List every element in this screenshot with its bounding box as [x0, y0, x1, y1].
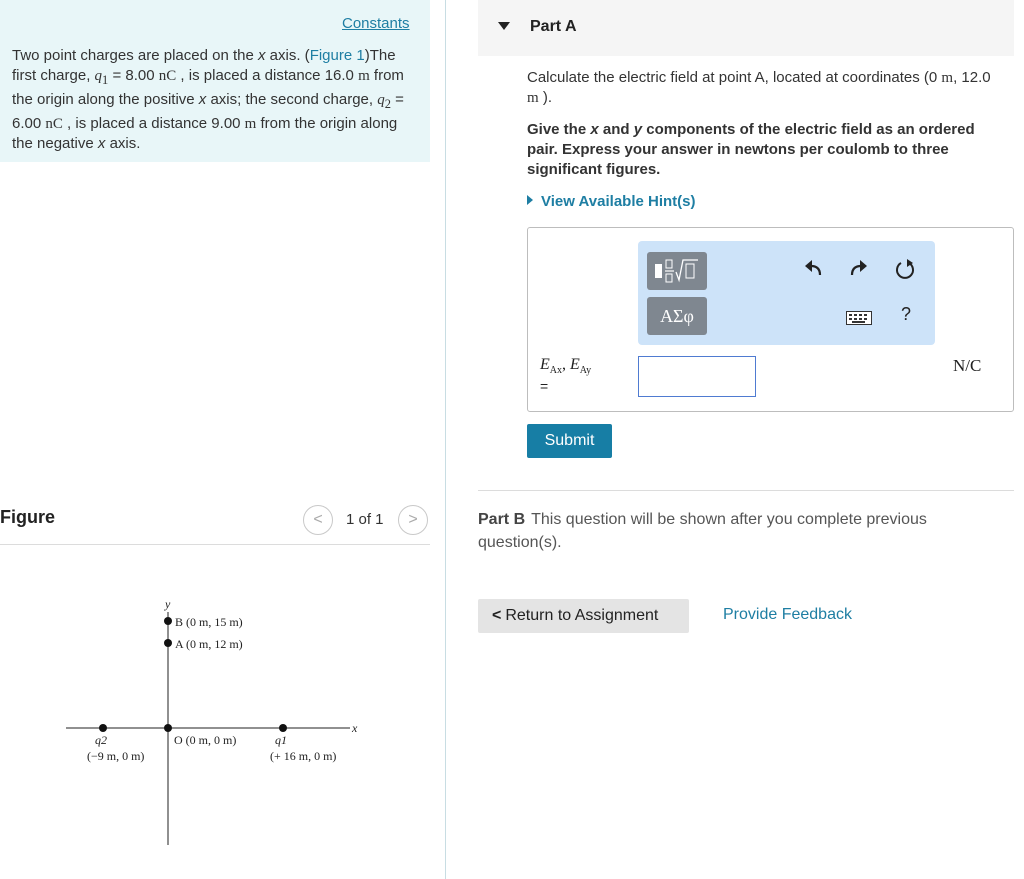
problem-text-part: 16.0	[324, 67, 359, 84]
q2-subscript: 2	[384, 97, 391, 111]
figure-prev-button[interactable]: <	[303, 505, 333, 535]
submit-button[interactable]: Submit	[527, 424, 612, 458]
view-hints-link[interactable]	[527, 193, 696, 210]
equals-sign: =	[540, 378, 549, 394]
keyboard-icon[interactable]	[846, 311, 872, 325]
redo-icon[interactable]	[847, 258, 869, 280]
part-b-notice	[478, 508, 998, 554]
figure-link[interactable]: Figure 1	[309, 47, 365, 64]
fraction-sqrt-template-icon	[647, 252, 707, 290]
problem-text-part: = 6.00	[12, 91, 404, 132]
unit-nc: nC	[158, 68, 177, 84]
q2-coords: (−9 m, 0 m)	[87, 749, 145, 763]
part-a-header[interactable]	[478, 0, 1014, 56]
answer-instruction-part: and	[598, 121, 634, 138]
chevron-left-icon: <	[492, 607, 502, 624]
point-a-dot	[164, 639, 172, 647]
answer-instruction-part: Give the	[527, 121, 591, 138]
problem-text-part: = 8.00	[108, 67, 159, 84]
expand-triangle-icon	[527, 195, 533, 205]
problem-text-part: , is placed a distance	[176, 67, 325, 84]
return-to-assignment-button-label: Return to Assignment	[505, 607, 659, 624]
answer-instruction	[527, 120, 1007, 180]
q2-symbol: q	[377, 92, 385, 108]
point-a-label: A (0 m, 12 m)	[175, 637, 243, 651]
problem-text-part: from the origin along the positive	[12, 67, 404, 108]
q1-label: q1	[275, 733, 287, 747]
figure-diagram	[50, 590, 380, 855]
answer-input[interactable]	[638, 356, 756, 397]
template-button[interactable]	[647, 252, 707, 290]
problem-text-part: , is placed a distance 9.00	[62, 115, 245, 132]
question-text-part: ).	[538, 89, 553, 106]
x-axis-label: x	[352, 721, 358, 735]
problem-text-part: from the origin along the negative	[12, 115, 398, 152]
answer-box	[527, 227, 1014, 412]
origin-label: O (0 m, 0 m)	[174, 733, 237, 747]
question-text-part: m	[941, 70, 954, 86]
answer-unit: N/C	[953, 356, 982, 375]
reset-icon[interactable]	[894, 258, 916, 280]
q1-dot	[279, 724, 287, 732]
problem-text-part: x	[97, 135, 106, 152]
origin-dot	[164, 724, 172, 732]
question-text	[527, 68, 1002, 108]
problem-text-part: )The first charge,	[12, 47, 396, 84]
answer-label-part: E	[540, 356, 550, 373]
unit-nc: nC	[45, 116, 63, 132]
unit-m: m	[244, 116, 257, 132]
figure-next-button[interactable]: >	[398, 505, 428, 535]
undo-icon[interactable]	[803, 258, 825, 280]
q2-dot	[99, 724, 107, 732]
problem-statement-panel	[0, 0, 430, 162]
problem-text-part: axis. (	[265, 47, 310, 64]
q1-symbol: q	[94, 68, 103, 84]
answer-label	[540, 356, 591, 380]
answer-label-part: Ax	[549, 365, 563, 377]
problem-text-part: axis.	[105, 135, 141, 152]
section-divider	[478, 490, 1014, 491]
part-a-title: Part A	[530, 18, 577, 35]
answer-label-part: ,	[562, 356, 571, 373]
point-b-dot	[164, 617, 172, 625]
figure-title: Figure	[0, 507, 56, 527]
figure-header	[0, 503, 430, 545]
question-text-part: , 12.0	[953, 69, 991, 86]
answer-label-part: Ay	[579, 365, 592, 377]
q2-label: q2	[95, 733, 107, 747]
answer-instruction-part: components of the electric field as an ordered pair. Express your answer in newtons per coulomb to three significant figures.	[527, 121, 975, 178]
return-to-assignment-button[interactable]	[478, 599, 689, 633]
problem-text-part: axis; the second charge,	[206, 91, 378, 108]
panel-divider	[445, 0, 446, 879]
greek-symbols-button[interactable]: ΑΣφ	[647, 297, 707, 335]
part-b-label: Part B	[478, 511, 526, 528]
problem-text-part: x	[258, 47, 266, 64]
answer-instruction-part: y	[633, 121, 643, 138]
view-hints-link-label: View Available Hint(s)	[541, 193, 696, 210]
problem-text-part: Two point charges are placed on the	[12, 47, 258, 64]
help-button[interactable]: ?	[901, 304, 912, 324]
provide-feedback-link[interactable]: Provide Feedback	[723, 606, 852, 623]
point-b-label: B (0 m, 15 m)	[175, 615, 243, 629]
y-axis-label: y	[165, 597, 171, 611]
constants-link[interactable]: Constants	[342, 15, 410, 32]
part-b-text: This question will be shown after you complete previous question(s).	[478, 511, 927, 551]
answer-instruction-part: x	[590, 121, 599, 138]
question-text-part: m	[527, 90, 539, 106]
question-text-part: Calculate the electric field at point A, located at coordinates (0	[527, 69, 942, 86]
collapse-caret-icon[interactable]	[498, 22, 510, 30]
math-toolbar	[638, 241, 935, 345]
q1-coords: (+ 16 m, 0 m)	[270, 749, 337, 763]
problem-text	[12, 46, 418, 154]
unit-m: m	[358, 68, 370, 84]
figure-counter: 1 of 1	[346, 511, 384, 528]
answer-label-part: E	[570, 356, 580, 373]
problem-text-part: x	[198, 91, 207, 108]
q1-subscript: 1	[102, 73, 109, 87]
